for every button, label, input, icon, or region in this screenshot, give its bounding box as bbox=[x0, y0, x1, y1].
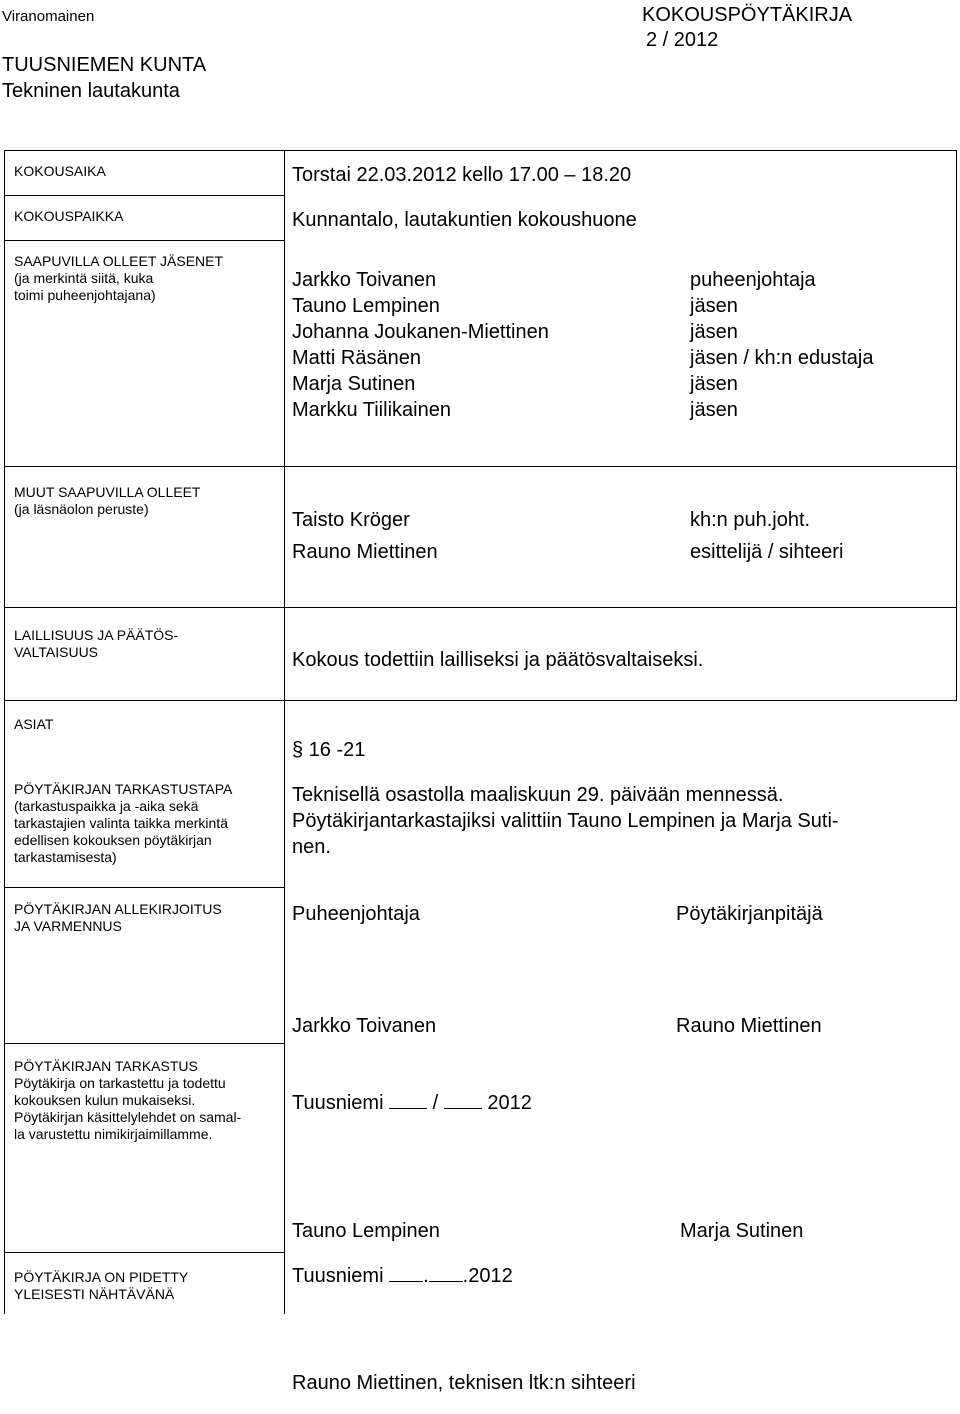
row-divider bbox=[4, 466, 957, 467]
others-roles bbox=[690, 504, 843, 568]
member-names bbox=[292, 267, 549, 423]
members-label-line: SAAPUVILLA OLLEET JÄSENET bbox=[14, 253, 224, 269]
secretary-title: Pöytäkirjanpitäjä bbox=[676, 903, 823, 925]
review-place: Tuusniemi bbox=[292, 1092, 384, 1114]
public-dot: . bbox=[423, 1265, 429, 1287]
items-value: § 16 -21 bbox=[292, 739, 366, 761]
chair-title: Puheenjohtaja bbox=[292, 903, 420, 925]
review-method-line: nen. bbox=[292, 836, 331, 858]
legality-label bbox=[14, 627, 178, 661]
members-label-line: toimi puheenjohtajana) bbox=[14, 287, 156, 303]
review-method-line: Pöytäkirjantarkastajiksi valittiin Tauno Lempinen ja Marja Suti- bbox=[292, 810, 839, 832]
legality-value: Kokous todettiin lailliseksi ja päätösvaltaiseksi. bbox=[292, 649, 704, 671]
column-divider bbox=[284, 150, 285, 1314]
public-year: .2012 bbox=[462, 1265, 513, 1287]
authority-label: Viranomainen bbox=[2, 8, 95, 25]
table-right-border bbox=[956, 150, 957, 700]
member-role: jäsen / kh:n edustaja bbox=[690, 347, 874, 369]
organization-name: TUUSNIEMEN KUNTA bbox=[2, 54, 207, 76]
organization-unit: Tekninen lautakunta bbox=[2, 80, 180, 102]
other-role: kh:n puh.joht. bbox=[690, 509, 811, 531]
review-label-line: kokouksen kulun mukaiseksi. bbox=[14, 1092, 196, 1108]
meeting-time-label: KOKOUSAIKA bbox=[14, 163, 106, 179]
review-method-label-line: tarkastamisesta) bbox=[14, 849, 117, 865]
reviewer-1: Tauno Lempinen bbox=[292, 1220, 440, 1242]
member-name: Tauno Lempinen bbox=[292, 295, 440, 317]
member-role: jäsen bbox=[690, 399, 738, 421]
review-method-label-line: PÖYTÄKIRJAN TARKASTUSTAPA bbox=[14, 781, 233, 797]
others-label-line: MUUT SAAPUVILLA OLLEET bbox=[14, 484, 201, 500]
reviewer-2: Marja Sutinen bbox=[680, 1220, 804, 1242]
row-divider bbox=[4, 195, 285, 196]
other-name: Rauno Miettinen bbox=[292, 541, 438, 563]
members-label-line: (ja merkintä siitä, kuka bbox=[14, 270, 154, 286]
public-label-line: YLEISESTI NÄHTÄVÄNÄ bbox=[14, 1286, 175, 1302]
row-divider bbox=[4, 1043, 285, 1044]
row-divider bbox=[4, 887, 285, 888]
document-number: 2 / 2012 bbox=[646, 29, 719, 51]
member-role: jäsen bbox=[690, 295, 738, 317]
public-label bbox=[14, 1269, 188, 1303]
public-day-blank bbox=[389, 1263, 423, 1282]
member-role: jäsen bbox=[690, 321, 738, 343]
legality-label-line: VALTAISUUS bbox=[14, 644, 99, 660]
row-divider bbox=[4, 240, 285, 241]
review-date-line bbox=[292, 1090, 532, 1116]
others-names bbox=[292, 504, 438, 568]
public-month-blank bbox=[429, 1263, 463, 1282]
member-name: Johanna Joukanen-Miettinen bbox=[292, 321, 549, 343]
document-type: KOKOUSPÖYTÄKIRJA bbox=[642, 4, 853, 26]
review-method-label-line: (tarkastuspaikka ja -aika sekä bbox=[14, 798, 199, 814]
review-year: 2012 bbox=[487, 1092, 532, 1114]
meeting-place-label: KOKOUSPAIKKA bbox=[14, 208, 124, 224]
row-divider bbox=[4, 700, 957, 701]
others-label-line: (ja läsnäolon peruste) bbox=[14, 501, 149, 517]
meeting-time-value: Torstai 22.03.2012 kello 17.00 – 18.20 bbox=[292, 164, 632, 186]
other-role: esittelijä / sihteeri bbox=[690, 541, 844, 563]
review-method-label bbox=[14, 781, 232, 866]
other-name: Taisto Kröger bbox=[292, 509, 410, 531]
member-name: Matti Räsänen bbox=[292, 347, 421, 369]
public-signer: Rauno Miettinen, teknisen ltk:n sihteeri bbox=[292, 1372, 636, 1394]
signature-label bbox=[14, 901, 222, 935]
member-role: jäsen bbox=[690, 373, 738, 395]
review-label-line: Pöytäkirjan käsittelylehdet on samal- bbox=[14, 1109, 242, 1125]
table-top-border bbox=[4, 150, 957, 151]
review-method-value bbox=[292, 782, 839, 860]
table-left-border bbox=[4, 150, 5, 1314]
member-role: puheenjohtaja bbox=[690, 269, 816, 291]
public-label-line: PÖYTÄKIRJA ON PIDETTY bbox=[14, 1269, 189, 1285]
member-name: Marja Sutinen bbox=[292, 373, 416, 395]
review-label-line: la varustettu nimikirjaimillamme. bbox=[14, 1126, 213, 1142]
public-date-line bbox=[292, 1263, 513, 1289]
member-name: Jarkko Toivanen bbox=[292, 269, 437, 291]
secretary-name: Rauno Miettinen bbox=[676, 1015, 822, 1037]
chair-name: Jarkko Toivanen bbox=[292, 1015, 437, 1037]
member-name: Markku Tiilikainen bbox=[292, 399, 451, 421]
public-place: Tuusniemi bbox=[292, 1265, 384, 1287]
review-month-blank bbox=[444, 1090, 482, 1109]
members-label bbox=[14, 253, 223, 304]
review-label-line: Pöytäkirja on tarkastettu ja todettu bbox=[14, 1075, 226, 1091]
review-method-line: Teknisellä osastolla maaliskuun 29. päivään mennessä. bbox=[292, 784, 784, 806]
signature-label-line: PÖYTÄKIRJAN ALLEKIRJOITUS bbox=[14, 901, 222, 917]
review-label-line: PÖYTÄKIRJAN TARKASTUS bbox=[14, 1058, 198, 1074]
others-label bbox=[14, 484, 200, 518]
member-roles bbox=[690, 267, 873, 423]
review-slash: / bbox=[432, 1092, 439, 1114]
review-day-blank bbox=[389, 1090, 427, 1109]
review-method-label-line: edellisen kokouksen pöytäkirjan bbox=[14, 832, 212, 848]
legality-label-line: LAILLISUUS JA PÄÄTÖS- bbox=[14, 627, 179, 643]
row-divider bbox=[4, 1252, 285, 1253]
review-label bbox=[14, 1058, 241, 1143]
meeting-place-value: Kunnantalo, lautakuntien kokoushuone bbox=[292, 209, 637, 231]
items-label: ASIAT bbox=[14, 716, 54, 732]
row-divider bbox=[4, 607, 957, 608]
review-method-label-line: tarkastajien valinta taikka merkintä bbox=[14, 815, 228, 831]
signature-label-line: JA VARMENNUS bbox=[14, 918, 122, 934]
